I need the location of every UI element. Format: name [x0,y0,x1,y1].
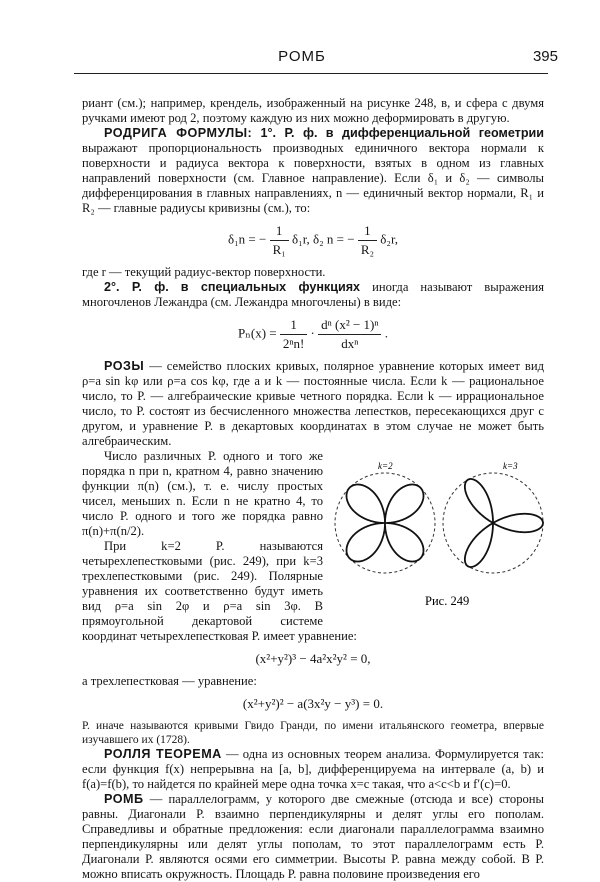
term-romb: РОМБ [104,792,144,806]
formula2-left: Pₙ(x) = [238,325,277,341]
rolle-text: — одна из основных теорем анализа. Формулируется так: если функция f(x) непрерывна на [a, b], дифференцируема на интервале (a, b) и f(a)=f(b), то найдется по крайней мере одна точка x=c такая, что a<c<b и f′(c)=0. [82,747,544,791]
fraction-1 [270,222,289,259]
formula-legendre [82,316,544,353]
rozy-grandi-note: Р. иначе называются кривыми Гвидо Гранди, по имени итальянского геометра, впервые изучавшего их (1728). [82,720,544,746]
rodriga-item1-num: 1°. Р. ф. [260,126,318,140]
rose-curves-figure [333,453,548,623]
entry-rolle [82,747,544,792]
formula1-end: δ₂r, [380,231,398,247]
fraction-3 [280,316,307,353]
rodriga-item2-bold: в специальных функциях [180,280,361,294]
rodriga-item2-num: 2°. Р. ф. [104,280,169,294]
page-number: 395 [532,48,558,65]
label-k3: k=3 [503,461,518,471]
entry-rodriga-1 [82,126,544,216]
running-title: РОМБ [278,48,326,65]
page-body [82,96,544,882]
frac3-den: 2ⁿn! [282,336,305,351]
fraction-2 [358,222,377,259]
rodriga-item1-text: выражают пропорциональность производных единичного вектора нормали к поверхности и радиуса вектора к поверхности, взятых в одном из главных направлений поверхности (см. Главное направление). Если δ₁ и δ₂ — символы дифференцирования в главных направлениях, n — единичный вектор нормали, R₁ и R₂ — главные радиусы кривизны (см.), то: [82,141,544,215]
formula-rodriga-differential [82,222,544,259]
term-rolle: РОЛЛЯ ТЕОРЕМА [104,747,222,761]
frac4-den: dxⁿ [341,336,359,351]
header-rule [74,73,548,74]
frac2-den: R₂ [360,242,375,257]
paragraph-continuation: риант (см.); например, крендель, изображенный на рисунке 248, в, и сфера с двумя ручками имеют род 2, поэтому каждую из них можно деформировать в другую. [82,96,544,125]
formula-three-petal: (x²+y²)² − a(3x²y − y³) = 0. [242,696,384,711]
figure-caption: Рис. 249 [425,594,470,608]
rozy-petals-paragraph: При k=2 Р. называются четырехлепестковыми (рис. 249), при k=3 трехлепестковыми (рис. 249). Полярные уравнения их соответственно будут иметь вид ρ=a sin 2φ и ρ=a sin 3φ. В прямоугольной декартовой системе координат четырехлепестковая Р. имеет уравнение: [82,539,357,643]
rodriga-item1-bold: в дифференциальной геометрии [325,126,545,140]
formula2-end: . [384,325,388,341]
frac3-num: 1 [280,316,307,335]
formula1-left: δ₁n = − [228,231,267,247]
page-header [82,48,558,72]
label-k2: k=2 [378,461,393,471]
fraction-4 [318,316,381,353]
frac1-num: 1 [270,222,289,241]
rozy-three-petal-intro: а трехлепестковая — уравнение: [82,674,257,688]
rose-three-petal-curve [465,479,543,567]
frac1-den: R₁ [272,242,286,257]
entry-rodriga-2 [82,280,544,310]
term-rodriga: РОДРИГА ФОРМУЛЫ: [104,126,253,140]
rose-four-petal-curve [347,485,424,562]
rodriga-after-formula: где r — текущий радиус-вектор поверхности. [82,265,326,279]
entry-romb [82,792,544,882]
figure-249 [333,453,548,623]
formula1-mid: δ₁r, δ₂ n = − [292,231,355,247]
formula-four-petal: (x²+y²)³ − 4a²x²y² = 0, [255,651,371,666]
frac4-num: dⁿ (x² − 1)ⁿ [318,316,381,335]
romb-text: — параллелограмм, у которого две смежные (отсюда и все) стороны равны. Диагонали Р. взаимно перпендикулярны и делят углы его пополам. Справедливы и обратные предложения: если диагонали параллелограмма взаимно перпендикулярны или делят углы пополам, то этот параллелограмм есть Р. Диагонали Р. являются осями его симметрии. Высоты Р. равна между собой. В Р. можно вписать окружность. Площадь Р. равна половине произведения его [82,792,544,881]
term-rozy: РОЗЫ [104,359,145,373]
formula2-dot: · [310,325,315,341]
rozy-count-paragraph: Число различных Р. одного и того же порядка n при n, кратном 4, равно значению функции π(n) (см.), т. е. числу простых чисел, меньших n. Если n не кратно 4, то число Р. одного и того же порядка равно π(n)+π(n/2). [82,449,323,538]
rozy-text1-start: — семейство плоских кривых, полярное уравнение которых имеет вид ρ=a sin kφ или ρ=a cos kφ, где a и k — постоянные числа. Если k — рациональное число, то Р. — алгебраические кривые четного порядка. Если k — иррациональное число, то Р. состоят из бесчисленного множества лепестков, пересекающихся друг с другом, и уравнение Р. в декартовых координатах в этом случае не может быть алгебраическим. [82,359,544,448]
entry-rozy [82,359,544,449]
frac2-num: 1 [358,222,377,241]
rodriga-item2-text: иногда называют выражения многочленов Лежандра (см. Лежандра многочлены) в виде: [82,280,544,309]
